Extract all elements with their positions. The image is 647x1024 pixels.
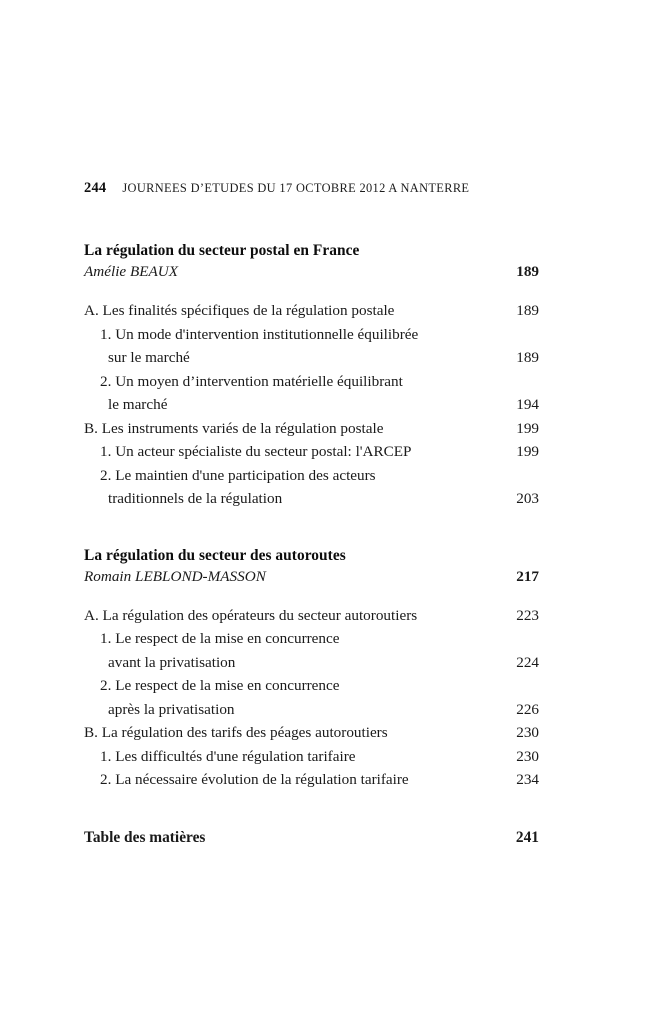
toc-entry-label: Table des matières — [84, 828, 206, 846]
toc-section-title: La régulation du secteur des autoroutes — [84, 546, 346, 564]
toc-entry — [84, 487, 539, 511]
toc-entry-page: 194 — [516, 396, 539, 413]
toc-entry — [84, 674, 539, 698]
toc-entry — [84, 627, 539, 651]
page-folio-number: 244 — [84, 180, 107, 196]
toc-entry-page: 223 — [516, 606, 539, 624]
toc-entry-page: 199 — [516, 419, 539, 437]
toc-entry-label: B. La régulation des tarifs des péages autoroutiers — [84, 724, 388, 741]
toc-entry-table-des-matieres — [84, 826, 539, 850]
toc-entry — [84, 323, 539, 347]
toc-section — [84, 545, 539, 792]
toc-section-author: Romain LEBLOND-MASSON — [84, 567, 266, 585]
toc-entry-page: 199 — [516, 443, 539, 460]
toc-entry — [84, 346, 539, 370]
toc-entry-label: 2. Le respect de la mise en concurrence — [100, 677, 340, 694]
toc-entry-label: 1. Les difficultés d'une régulation tarifaire — [100, 747, 356, 765]
toc-entry-label: sur le marché — [108, 349, 190, 366]
running-head-caption: JOURNEES D’ETUDES DU 17 OCTOBRE 2012 A NANTERRE — [122, 181, 470, 195]
toc-entry-label: 2. Un moyen d’intervention matérielle équilibrant — [100, 372, 403, 390]
toc-entry-page: 189 — [516, 302, 539, 319]
toc-entry — [84, 768, 539, 792]
toc-entry-label: 1. Un acteur spécialiste du secteur postal: l'ARCEP — [100, 443, 412, 460]
toc-entry-label: 1. Un mode d'intervention institutionnelle équilibrée — [100, 325, 419, 343]
toc-entry — [84, 370, 539, 394]
toc-entry-label: avant la privatisation — [108, 653, 236, 671]
toc-entry-label: 2. Le maintien d'une participation des acteurs — [100, 466, 376, 484]
toc-entry-label: après la privatisation — [108, 700, 235, 718]
toc-entry-page: 224 — [516, 653, 539, 671]
toc-entry-page: 226 — [516, 700, 539, 718]
table-of-contents — [84, 240, 539, 849]
toc-entry-list — [84, 299, 539, 511]
toc-entry — [84, 721, 539, 745]
toc-entry-label: B. Les instruments variés de la régulation postale — [84, 419, 384, 437]
toc-section-author-row — [84, 261, 539, 283]
toc-entry — [84, 698, 539, 722]
toc-entry-label: le marché — [108, 396, 168, 413]
toc-section — [84, 240, 539, 511]
toc-entry — [84, 417, 539, 441]
toc-entry-page: 230 — [516, 724, 539, 741]
toc-entry — [84, 604, 539, 628]
toc-entry — [84, 745, 539, 769]
toc-section-author: Amélie BEAUX — [84, 263, 179, 280]
toc-entry-label: 2. La nécessaire évolution de la régulation tarifaire — [100, 771, 409, 788]
toc-entry-page: 189 — [516, 349, 539, 366]
toc-entry-page: 234 — [516, 771, 539, 788]
toc-entry-label: A. La régulation des opérateurs du secteur autoroutiers — [84, 606, 418, 624]
toc-section-page: 189 — [516, 263, 539, 280]
toc-entry-list — [84, 604, 539, 792]
toc-entry-page: 241 — [515, 828, 539, 846]
toc-entry — [84, 651, 539, 675]
toc-section-author-row — [84, 566, 539, 588]
toc-entry-label: A. Les finalités spécifiques de la régulation postale — [84, 302, 395, 319]
toc-entry-label: 1. Le respect de la mise en concurrence — [100, 630, 340, 647]
toc-section-title: La régulation du secteur postal en France — [84, 242, 360, 259]
toc-entry — [84, 299, 539, 323]
toc-entry-label: traditionnels de la régulation — [108, 490, 283, 507]
toc-entry — [84, 393, 539, 417]
toc-section-page: 217 — [516, 567, 539, 585]
toc-sections — [84, 240, 539, 792]
running-head — [84, 180, 469, 197]
toc-entry — [84, 440, 539, 464]
toc-entry-page: 203 — [516, 490, 539, 507]
toc-entry-page: 230 — [516, 747, 539, 765]
toc-entry — [84, 464, 539, 488]
